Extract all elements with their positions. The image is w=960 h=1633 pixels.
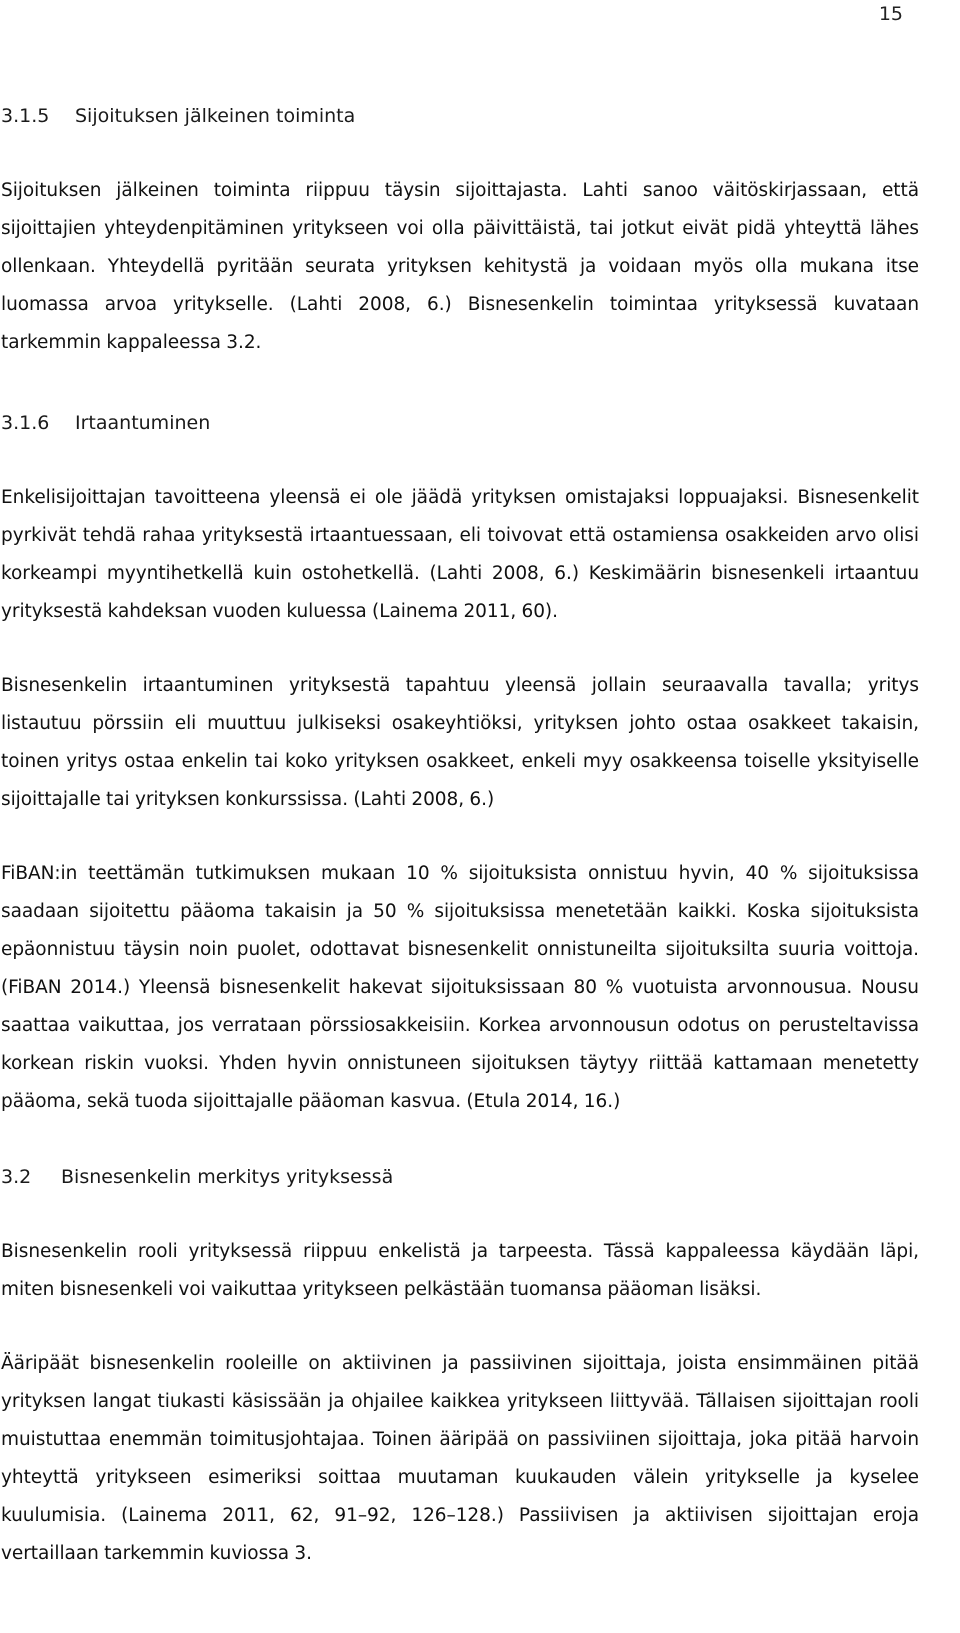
section-number: 3.1.6 [1,412,50,434]
section-number: 3.1.5 [1,105,50,127]
section-heading-3-2 [1,1161,919,1193]
paragraph: Bisnesenkelin rooli yrityksessä riippuu enkelistä ja tarpeesta. Tässä kappaleessa käydään läpi, miten bisnesenkeli voi vaikuttaa yritykseen pelkästään tuomansa pääoman lisäksi. [1,1241,919,1300]
page-number: 15 [878,3,903,25]
section-title: Bisnesenkelin merkitys yrityksessä [61,1166,394,1188]
section-heading-3-1-6 [1,407,919,439]
page-body [1,100,919,1573]
section-heading-3-1-5 [1,100,919,132]
section-title: Irtaantuminen [75,412,211,434]
paragraph: FiBAN:in teettämän tutkimuksen mukaan 10 % sijoituksista onnistuu hyvin, 40 % sijoituksissa saadaan sijoitettu pääoma takaisin ja 50 % sijoituksissa menetetään kaikki. Koska sijoituksista epäonnistuu täysin noin puolet, odottavat bisnesenkelit onnistuneilta sijoituksilta suuria voittoja. (FiBAN 2014.) Yleensä bisnesenkelit hakevat sijoituksissaan 80 % vuotuista arvonnousua. Nousu saattaa vaikuttaa, jos verrataan pörssiosakkeisiin. Korkea arvonnousun odotus on perusteltavissa korkean riskin vuoksi. Yhden hyvin onnistuneen sijoituksen täytyy riittää kattamaan menetetty pääoma, sekä tuoda sijoittajalle pääoman kasvua. (Etula 2014, 16.) [1,863,919,1112]
paragraph: Sijoituksen jälkeinen toiminta riippuu täysin sijoittajasta. Lahti sanoo väitöskirjassaan, että sijoittajien yhteydenpitäminen yritykseen voi olla päivittäistä, tai jotkut eivät pidä yhteyttä lähes ollenkaan. Yhteydellä pyritään seurata yrityksen kehitystä ja voidaan myös olla mukana itse luomassa arvoa yritykselle. (Lahti 2008, 6.) Bisnesenkelin toimintaa yrityksessä kuvataan tarkemmin kappaleessa 3.2. [1,180,919,353]
paragraph: Enkelisijoittajan tavoitteena yleensä ei ole jäädä yrityksen omistajaksi loppuajaksi. Bisnesenkelit pyrkivät tehdä rahaa yrityksestä irtaantuessaan, eli toivovat että ostamiensa osakkeiden arvo olisi korkeampi myyntihetkellä kuin ostohetkellä. (Lahti 2008, 6.) Keskimäärin bisnesenkeli irtaantuu yrityksestä kahdeksan vuoden kuluessa (Lainema 2011, 60). [1,487,919,622]
section-number: 3.2 [1,1166,32,1188]
paragraph: Ääripäät bisnesenkelin rooleille on aktiivinen ja passiivinen sijoittaja, joista ensimmäinen pitää yrityksen langat tiukasti käsissään ja ohjailee kaikkea yritykseen liittyvää. Tällaisen sijoittajan rooli muistuttaa enemmän toimitusjohtajaa. Toinen ääripää on passiviinen sijoittaja, joka pitää harvoin yhteyttä yritykseen esimeriksi soittaa muutaman kuukauden välein yritykselle ja kyselee kuulumisia. (Lainema 2011, 62, 91–92, 126–128.) Passiivisen ja aktiivisen sijoittajan eroja vertaillaan tarkemmin kuviossa 3. [1,1353,919,1564]
section-title: Sijoituksen jälkeinen toiminta [75,105,356,127]
paragraph: Bisnesenkelin irtaantuminen yrityksestä tapahtuu yleensä jollain seuraavalla tavalla; yritys listautuu pörssiin eli muuttuu julkiseksi osakeyhtiöksi, yrityksen johto ostaa osakkeet takaisin, toinen yritys ostaa enkelin tai koko yrityksen osakkeet, enkeli myy osakkeensa toiselle yksityiselle sijoittajalle tai yrityksen konkurssissa. (Lahti 2008, 6.) [1,675,919,810]
